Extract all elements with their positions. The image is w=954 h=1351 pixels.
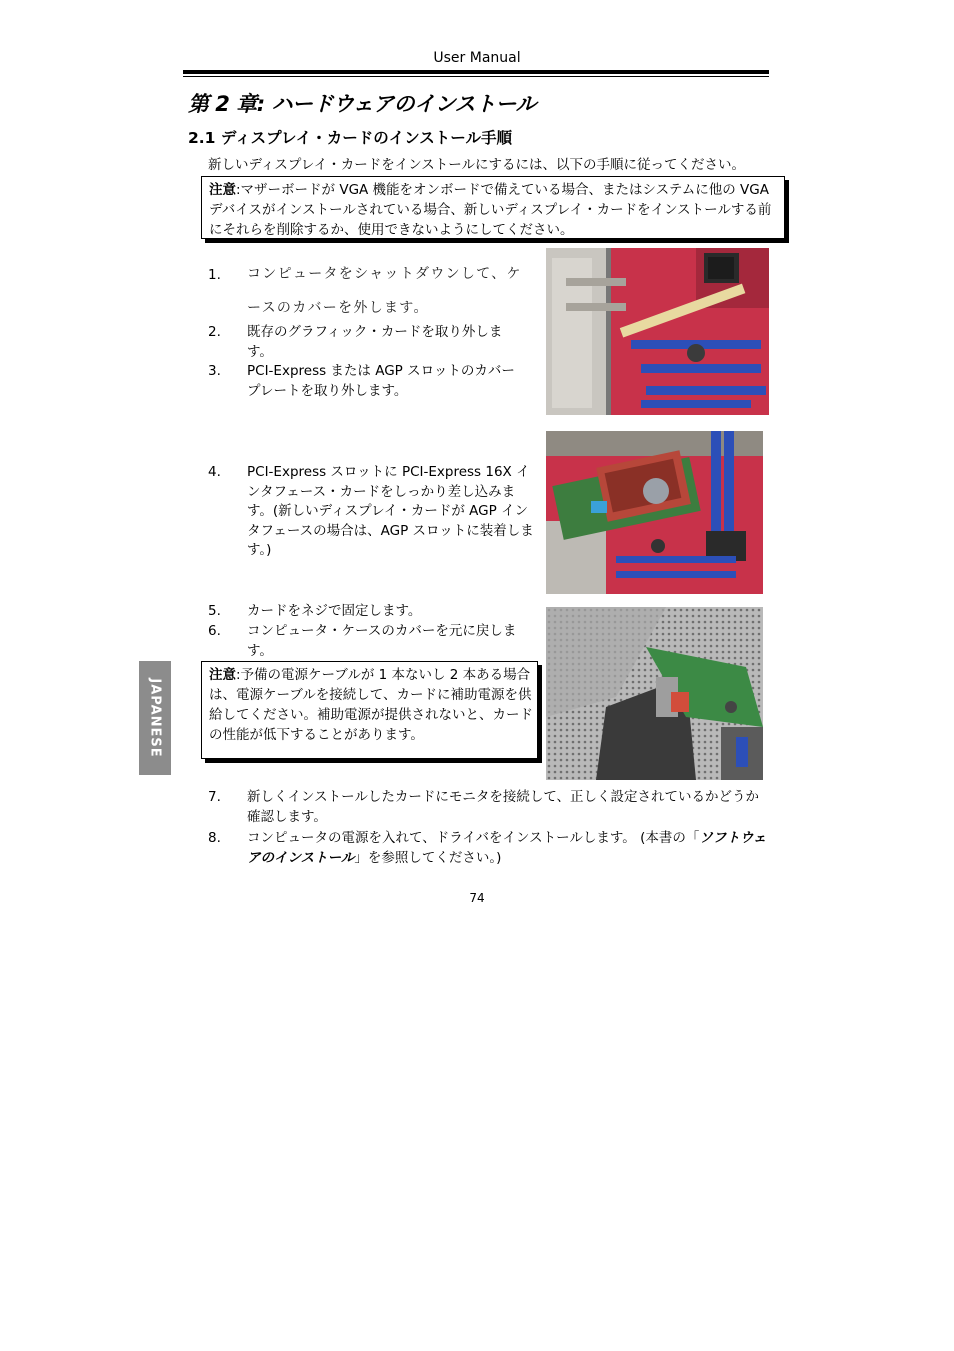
- step-number: 3.: [208, 363, 221, 379]
- intro-text: 新しいディスプレイ・カードをインストールにするには、以下の手順に従ってください。: [208, 157, 746, 173]
- step-number: 5.: [208, 603, 221, 619]
- step-number: 1.: [208, 267, 221, 283]
- note-text: :マザーボードが VGA 機能をオンボードで備えている場合、またはシステムに他の VGA デバイスがインストールされている場合、新しいディスプレイ・カードをインストールする前にそれらを削除するか、使用できないようにしてください。: [209, 182, 772, 238]
- motherboard-slots-photo: [546, 248, 769, 415]
- step-number: 7.: [208, 789, 221, 805]
- note-label: 注意: [209, 667, 236, 683]
- step-text: 既存のグラフィック・カードを取り外します。: [247, 324, 503, 360]
- step-text: PCI-Express または AGP スロットのカバープレートを取り外します。: [247, 363, 515, 399]
- header-title: User Manual: [433, 50, 521, 66]
- step-text: 新しくインストールしたカードにモニタを接続して、正しく設定されているかどうか確認します。: [247, 789, 760, 825]
- note-box-power: [201, 661, 538, 759]
- header-rule: [183, 70, 769, 74]
- step-text-before: コンピュータの電源を入れて、ドライバをインストールします。 (本書の「: [247, 830, 700, 846]
- note-text: :予備の電源ケーブルが 1 本ないし 2 本ある場合は、電源ケーブルを接続して、カードに補助電源を供給してください。補助電源が提供されないと、カードの性能が低下することがあります。: [209, 667, 533, 743]
- step-text: PCI-Express スロットに PCI-Express 16X インタフェース・カードをしっかり差し込みます。(新しいディスプレイ・カードが AGP インタフェースの場合は、AGP スロットに装着します。): [247, 464, 534, 558]
- note-box-vga: [201, 176, 785, 239]
- card-insertion-photo: [546, 431, 763, 594]
- note-label: 注意: [209, 182, 236, 198]
- step-text: カードをネジで固定します。: [247, 603, 422, 619]
- card-screw-photo: [546, 607, 763, 780]
- chapter-title: 第 2 章: ハードウェアのインストール: [188, 92, 537, 116]
- side-tab-label: JAPANESE: [147, 678, 163, 758]
- step-number: 6.: [208, 623, 221, 639]
- software-install-reference: ソフトウェアのインストール: [247, 830, 767, 866]
- step-text-8: [247, 829, 767, 868]
- step-number: 2.: [208, 324, 221, 340]
- step-text-after: 」を参照してください。): [354, 849, 502, 866]
- step-number: 8.: [208, 830, 221, 846]
- step-text: コンピュータをシャットダウンして、ケースのカバーを外します。: [247, 266, 522, 316]
- language-side-tab: [139, 661, 171, 775]
- page-number: 74: [469, 891, 485, 905]
- header-rule-thin: [183, 76, 769, 77]
- step-text: コンピュータ・ケースのカバーを元に戻します。: [247, 623, 517, 659]
- section-title: 2.1 ディスプレイ・カードのインストール手順: [188, 129, 512, 147]
- step-number: 4.: [208, 464, 221, 480]
